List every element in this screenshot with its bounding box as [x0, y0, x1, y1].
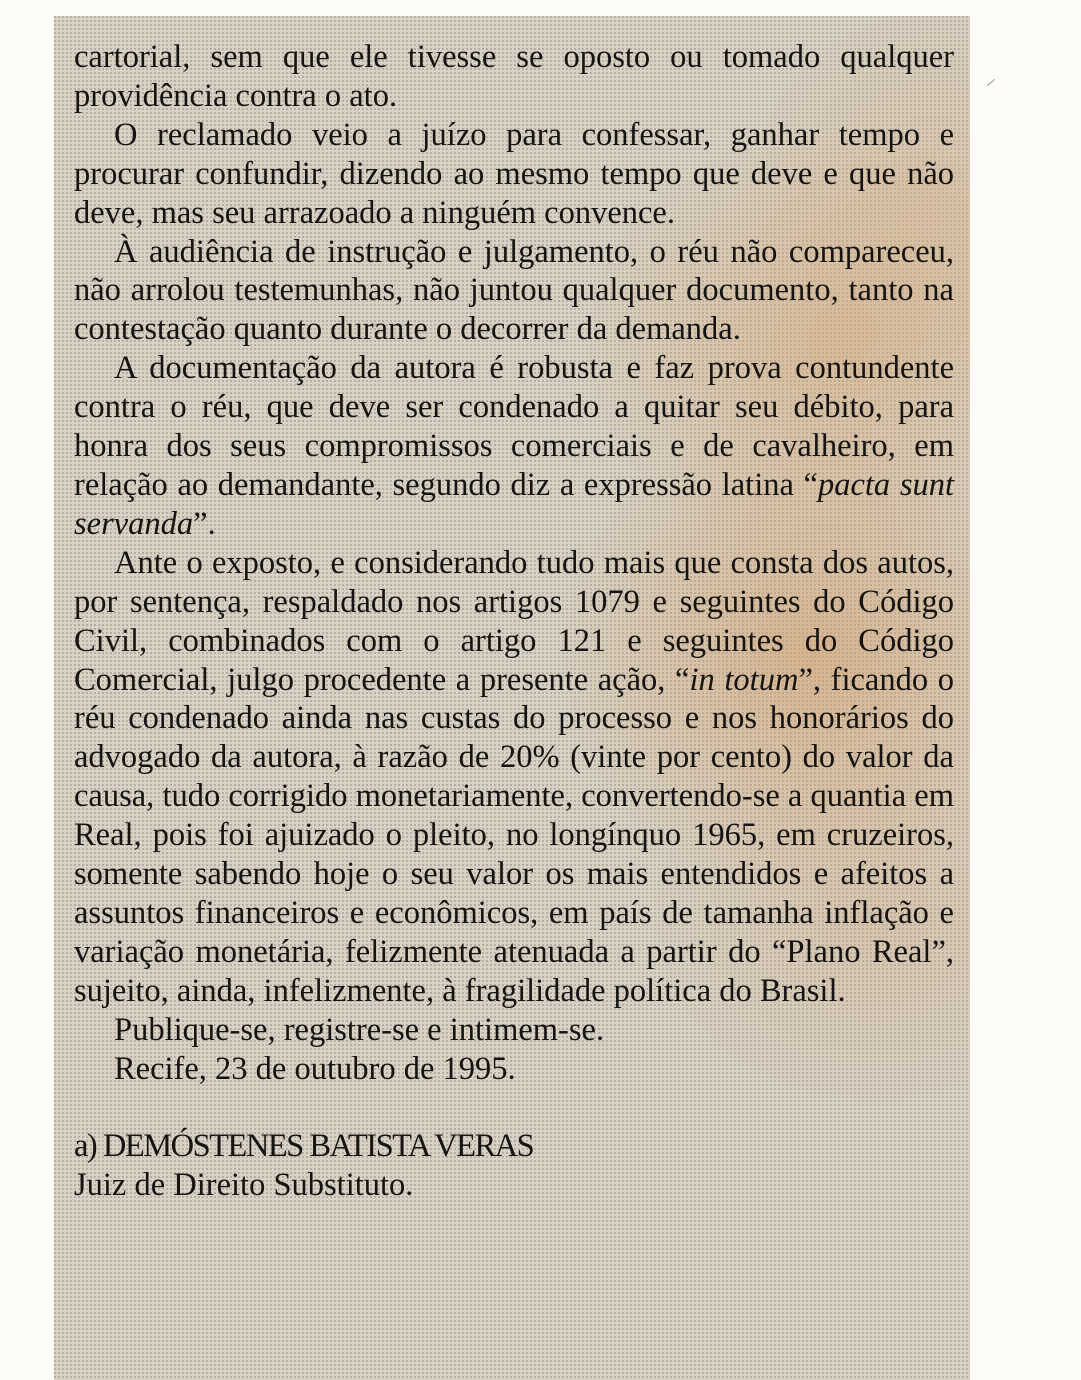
signature-name: a) DEMÓSTENES BATISTA VERAS [74, 1128, 534, 1165]
closing-publish-line: Publique-se, registre-se e intimem-se. [114, 1011, 605, 1048]
paragraph-text: À audiência de instrução e julgamento, o réu não compareceu, não arrolou testemunhas, não juntou qualquer documento, tanto na contestação quanto durante o decorrer da demanda. [74, 233, 954, 348]
document-page [54, 16, 970, 1380]
body-paragraph [74, 116, 954, 233]
signature-title: Juiz de Direito Substituto. [74, 1167, 414, 1204]
paragraph-text: O reclamado veio a juízo para confessar, ganhar tempo e procurar confundir, dizendo ao mesmo tempo que deve e que não deve, mas seu arrazoado a ninguém convence. [74, 116, 954, 231]
latin-phrase: pacta sunt servanda [74, 466, 954, 542]
body-paragraph [74, 544, 954, 1011]
paragraph-text: Ante o exposto, e considerando tudo mais que consta dos autos, por sentença, respaldado nos artigos 1079 e seguintes do Código Civil, combinados com o artigo 121 e seguintes do Código Comercial, julgo procedente a presente ação, “ [74, 544, 954, 698]
paragraph-text: ”, ficando o réu condenado ainda nas custas do processo e nos honorários do advogado da autora, à razão de 20% (vinte por cento) do valor da causa, tudo corrigido monetariamente, convertendo-se a quantia em Real, pois foi ajuizado o pleito, no longínquo 1965, em cruzeiros, somente sabendo hoje o seu valor os mais entendidos e afeitos a assuntos financeiros e econômicos, em país de tamanha inflação e variação monetária, felizmente atenuada a partir do “Plano Real”, sujeito, ainda, infelizmente, à fragilidade política do Brasil. [74, 661, 954, 1009]
body-paragraph [74, 38, 954, 116]
body-paragraph [74, 233, 954, 350]
latin-phrase: in totum [689, 661, 799, 698]
document-text-body [74, 38, 954, 1205]
scan-margin-mark [987, 79, 995, 86]
signature-block [74, 1127, 954, 1205]
paragraph-list [74, 38, 954, 1011]
paragraph-text: ”. [193, 505, 216, 542]
body-paragraph [74, 349, 954, 544]
paragraph-text: A documentação da autora é robusta e faz prova contundente contra o réu, que deve ser condenado a quitar seu débito, para honra dos seus compromissos comerciais e de cavalheiro, em relação ao demandante, segundo diz a expressão latina “ [74, 350, 954, 503]
paragraph-text: cartorial, sem que ele tivesse se oposto ou tomado qualquer providência contra o ato. [74, 39, 954, 114]
closing-place-date: Recife, 23 de outubro de 1995. [114, 1050, 516, 1087]
